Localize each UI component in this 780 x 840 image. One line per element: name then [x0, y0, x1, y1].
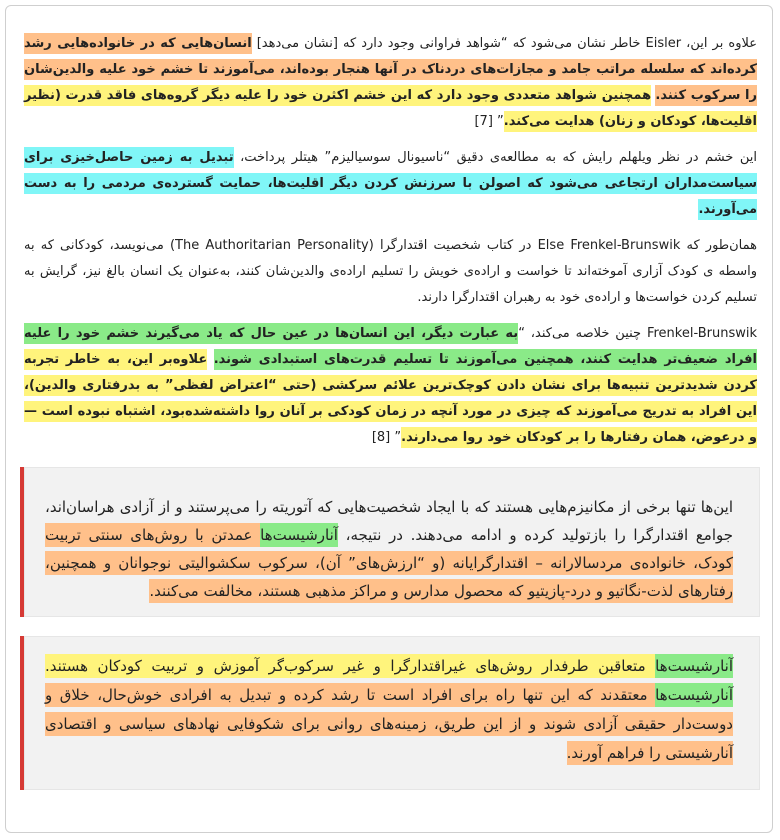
plain-text: Frenkel-Brunswik چنین خلاصه می‌کند، “	[518, 326, 757, 341]
plain-text: علاوه بر این، Eisler خاطر نشان می‌شود که “شواهد فراوانی وجود دارد که [نشان می‌دهد]	[251, 36, 757, 51]
callout-box-anarchist-education	[20, 636, 760, 790]
paragraph-frenkel-brunswik-quote	[24, 321, 757, 451]
callout-text	[45, 652, 733, 768]
highlight-yellow-text: همچنین شواهد متعددی وجود دارد که این خشم اکثرن خود را علیه دیگر گروه‌های فاقد قدرت (نظیر اقلیت‌ها، کودکان و زنان) هدایت می‌کند.	[24, 85, 757, 132]
plain-text: این‌ها تنها برخی از مکانیزم‌هایی هستند که با ایجاد شخصیت‌هایی که آتوریته را می‌پرستند و از آزادی هراسان‌اند، جوامع اقتدارگرا را بازتولید کرده و ادامه می‌دهند. در نتیجه،	[45, 498, 734, 544]
highlight-yellow-text: متعاقبن طرفدار روش‌های غیراقتدارگرا و غیر سرکوب‌گر آموزش و تربیت کودکان هستند.	[45, 654, 655, 678]
highlight-green-text: آنارشیست‌ها	[260, 523, 338, 547]
document-body	[6, 6, 772, 790]
paragraph-eisler-quote	[24, 31, 757, 135]
plain-text: این خشم در نظر ویلهلم رایش که به مطالعه‌ی دقیق “ناسیونال سوسیالیزم” هیتلر پرداخت،	[233, 150, 757, 165]
plain-text	[207, 352, 213, 367]
plain-text: همان‌طور که Else Frenkel-Brunswik در کتاب شخصیت اقتدارگرا (The Authoritarian Personality) می‌نویسد، کودکانی که به واسطه ی کودک آزاری آموخته‌اند تا خواست و اراده‌ی خویش را تسلیم اراده‌ی والدین‌شان کنند، به‌عنوان یک انسان بالغ نیز، گرایش به تسلیم کردن خواست‌ها و اراده‌ی خود به رهبران اقتدارگرا دارند.	[24, 238, 758, 305]
highlight-green-text: آنارشیست‌ها	[655, 654, 733, 678]
highlight-orange-text: معتقدند که این تنها راه برای افراد است تا رشد کرده و تبدیل به افرادی خوش‌حال، خلاق و دوست‌دار حقیقی آزادی شوند و از این طریق، زمینه‌های روانی برای شکوفایی نهادهای سیاسی و اقتصادی آنارشیستی را فراهم آورند.	[45, 683, 733, 765]
paragraph-reich	[24, 145, 757, 223]
highlight-green-text: به عبارت دیگر، این انسان‌ها در عین حال که یاد می‌گیرند خشم خود را علیه افراد ضعیف‌تر هدایت کنند، همچنین می‌آموزند تا تسلیم قدرت‌های استبدادی شوند.	[24, 323, 757, 370]
highlight-orange-text: عمدتن با روش‌های سنتی تربیت کودک، خانواده‌ی مردسالارانه – اقتدارگرایانه (و “ارزش‌های” آن)، سرکوب سکشوالیتی نوجوانان و همچنین، رفتارهای لذت-نگاتیو و درد-پازیتیو که محصول مدارس و مراکز مذهبی هستند، مخالفت می‌کنند.	[45, 523, 733, 603]
callout-text	[45, 493, 733, 605]
highlight-cyan-text: تبدیل به زمین حاصل‌خیزی برای سیاست‌مداران ارتجاعی می‌شود که اصولن با سرزنش کردن دیگر اقلیت‌ها، حمایت گسترده‌ی مردمی را به دست می‌آورند.	[24, 147, 757, 220]
highlight-orange-text: انسان‌هایی که در خانواده‌هایی رشد کرده‌اند که سلسله مراتب جامد و مجازات‌های دردناک در آنها هنجار بوده‌اند، می‌آموزند تا خشم خود علیه والدین‌شان را سرکوب کنند.	[24, 33, 757, 106]
callout-box-mechanisms	[20, 467, 760, 617]
highlight-green-text: آنارشیست‌ها	[655, 683, 733, 707]
highlight-yellow-text: علاوه‌بر این، به خاطر تجربه کردن شدیدترین تنبیه‌ها برای نشان دادن کوچک‌ترین علائم سرکشی (حتی “اعتراض لفظی” به بدرفتاری والدین)، این افراد به تدریج می‌آموزند که چیزی در مورد آنچه در زمان کودکی بر آنان روا داشته‌شده‌بود، اشتباه نبوده است — و درعوض، همان رفتارها را بر کودکان خود روا می‌دارند.	[24, 349, 757, 448]
citation-8: ” [8]	[371, 430, 402, 445]
citation-7: ” [7]	[474, 114, 504, 129]
document-frame	[5, 5, 773, 833]
paragraph-authoritarian-personality	[24, 233, 757, 311]
